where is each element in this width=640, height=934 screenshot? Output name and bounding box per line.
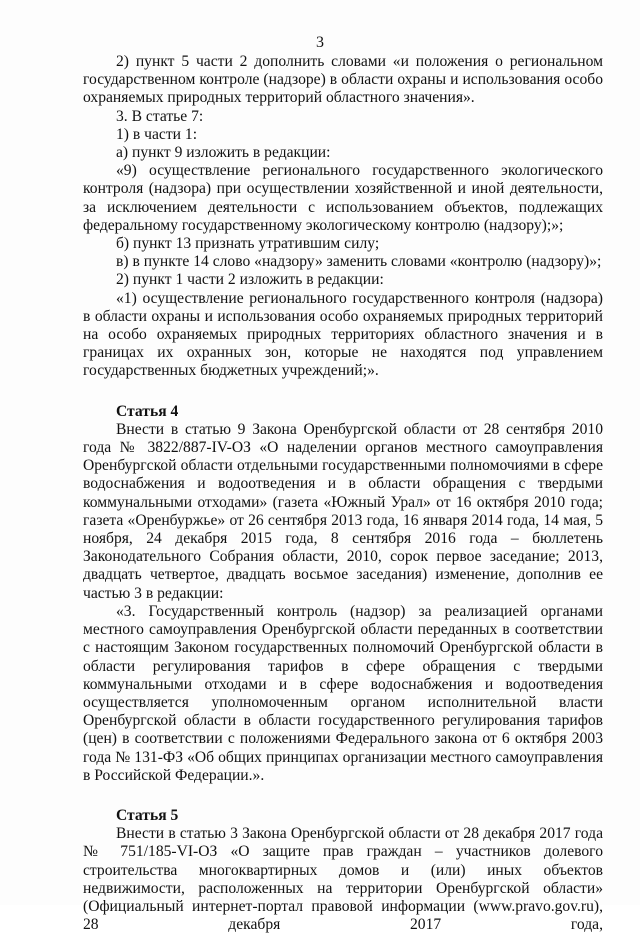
paragraph: а) пункт 9 изложить в редакции:: [116, 144, 331, 162]
article-5-heading: Статья 5: [116, 806, 179, 824]
paragraph: 1) в части 1:: [116, 125, 198, 143]
paragraph: Внести в статью 9 Закона Оренбургской области от 28 сентября 2010 года № 3822/887-IV-ОЗ «О наделении органов местного самоуправления Оренбургской области отдельными государственными полномочиями в сфере водоснабжения и водоотведения и в области обращения с твердыми коммунальными отходами» (газета «Южный Урал» от 16 октября 2010 года; газета «Оренбуржье» от 26 сентября 2013 года, 16 января 2014 года, 14 мая, 5 ноября, 24 декабря 2015 года, 8 сентября 2016 года – бюллетень Законодательного Собрания области, 2010, сорок первое заседание; 2013, двадцать четвертое, двадцать восьмое заседания) изменение, дополнив ее частью 3 в редакции:: [83, 420, 603, 602]
page-number: 3: [316, 34, 324, 51]
paragraph: 2) пункт 5 части 2 дополнить словами «и положения о региональном государственном контроле (надзоре) в области охраны и использования особо охраняемых природных территорий областного значения».: [83, 53, 603, 107]
paragraph: б) пункт 13 признать утратившим силу;: [116, 235, 380, 253]
paragraph: 3. В статье 7:: [116, 107, 204, 125]
paragraph: 2) пункт 1 части 2 изложить в редакции:: [116, 271, 384, 289]
paragraph: в) в пункте 14 слово «надзору» заменить словами «контролю (надзору)»;: [116, 253, 602, 271]
paragraph: «3. Государственный контроль (надзор) за реализацией органами местного самоуправления Оренбургской области переданных в соответствии с настоящим Законом государственных полномочий Оренбургской области в области регулирования тарифов в сфере обращения с твердыми коммунальными отходами и в сфере водоснабжения и водоотведения осуществляется уполномоченным органом исполнительной власти Оренбургской области в области государственного регулирования тарифов (цен) в соответствии с положениями Федерального закона от 6 октября 2003 года № 131-ФЗ «Об общих принципах организации местного самоуправления в Российской Федерации.».: [83, 602, 603, 784]
paragraph: Внести в статью 3 Закона Оренбургской области от 28 декабря 2017 года № 751/185-VI-ОЗ «О защите прав граждан – участников долевого строительства многоквартирных домов и (или) иных объектов недвижимости, расположенных на территории Оренбургской области» (Официальный интернет-портал правовой информации (www.pravo.gov.ru), 28 декабря 2017 года,: [83, 825, 603, 934]
paragraph: «9) осуществление регионального государственного экологического контроля (надзора) при осуществлении хозяйственной и иной деятельности, за исключением деятельности с использованием объектов, подлежащих федеральному государственному экологическому контролю (надзору);»;: [83, 162, 603, 234]
article-4-heading: Статья 4: [116, 402, 179, 420]
paragraph: «1) осуществление регионального государственного контроля (надзора) в области охраны и использования особо охраняемых природных территорий на особо охраняемых природных территориях областного значения и в границах их охранных зон, которые не находятся под управлением государственных бюджетных учреждений;».: [83, 289, 603, 380]
document-body: [83, 53, 603, 934]
